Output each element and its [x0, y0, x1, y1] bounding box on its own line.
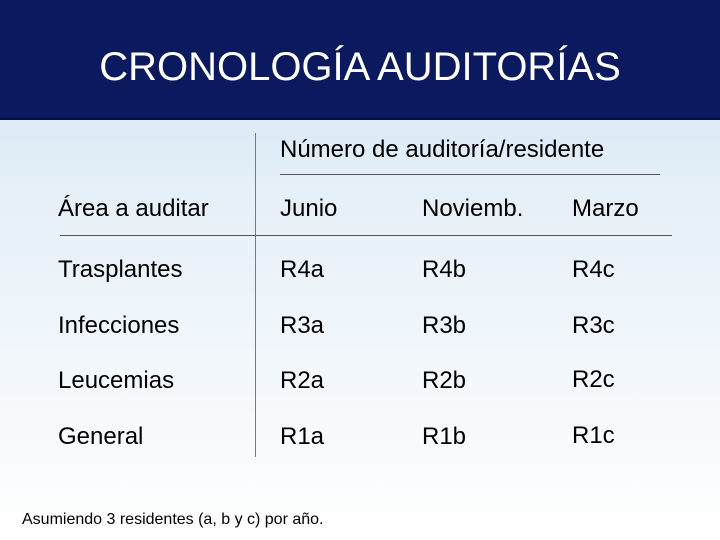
- table-cell-area: Trasplantes: [58, 256, 183, 283]
- header-row-underline: [60, 235, 672, 236]
- column-header-marzo: Marzo: [572, 195, 639, 222]
- table-cell: R1b: [422, 423, 467, 450]
- table-cell: R2b: [422, 367, 467, 394]
- table-column-divider: [255, 133, 256, 457]
- table-cell-area: General: [58, 423, 144, 450]
- column-header-noviembre: Noviemb.: [422, 195, 524, 222]
- footnote: Asumiendo 3 residentes (a, b y c) por año.: [22, 511, 324, 528]
- table-cell: R4c: [572, 256, 615, 283]
- table-cell: R2c: [572, 366, 615, 393]
- table-cell: R3b: [422, 312, 467, 339]
- table-cell: R4a: [280, 256, 325, 283]
- group-header: Número de auditoría/residente: [280, 136, 605, 163]
- column-header-junio: Junio: [280, 195, 338, 222]
- table-cell-area: Leucemias: [58, 367, 175, 394]
- group-header-underline: [280, 174, 660, 175]
- slide-title: CRONOLOGÍA AUDITORÍAS: [99, 45, 621, 89]
- table-cell: R1c: [572, 422, 615, 449]
- table-cell: R1a: [280, 423, 325, 450]
- title-bar: [0, 0, 720, 120]
- table-cell-area: Infecciones: [58, 312, 180, 339]
- table-cell: R4b: [422, 256, 467, 283]
- table-cell: R3a: [280, 312, 325, 339]
- table-cell: R2a: [280, 367, 325, 394]
- table-cell: R3c: [572, 312, 615, 339]
- column-header-area: Área a auditar: [58, 195, 209, 222]
